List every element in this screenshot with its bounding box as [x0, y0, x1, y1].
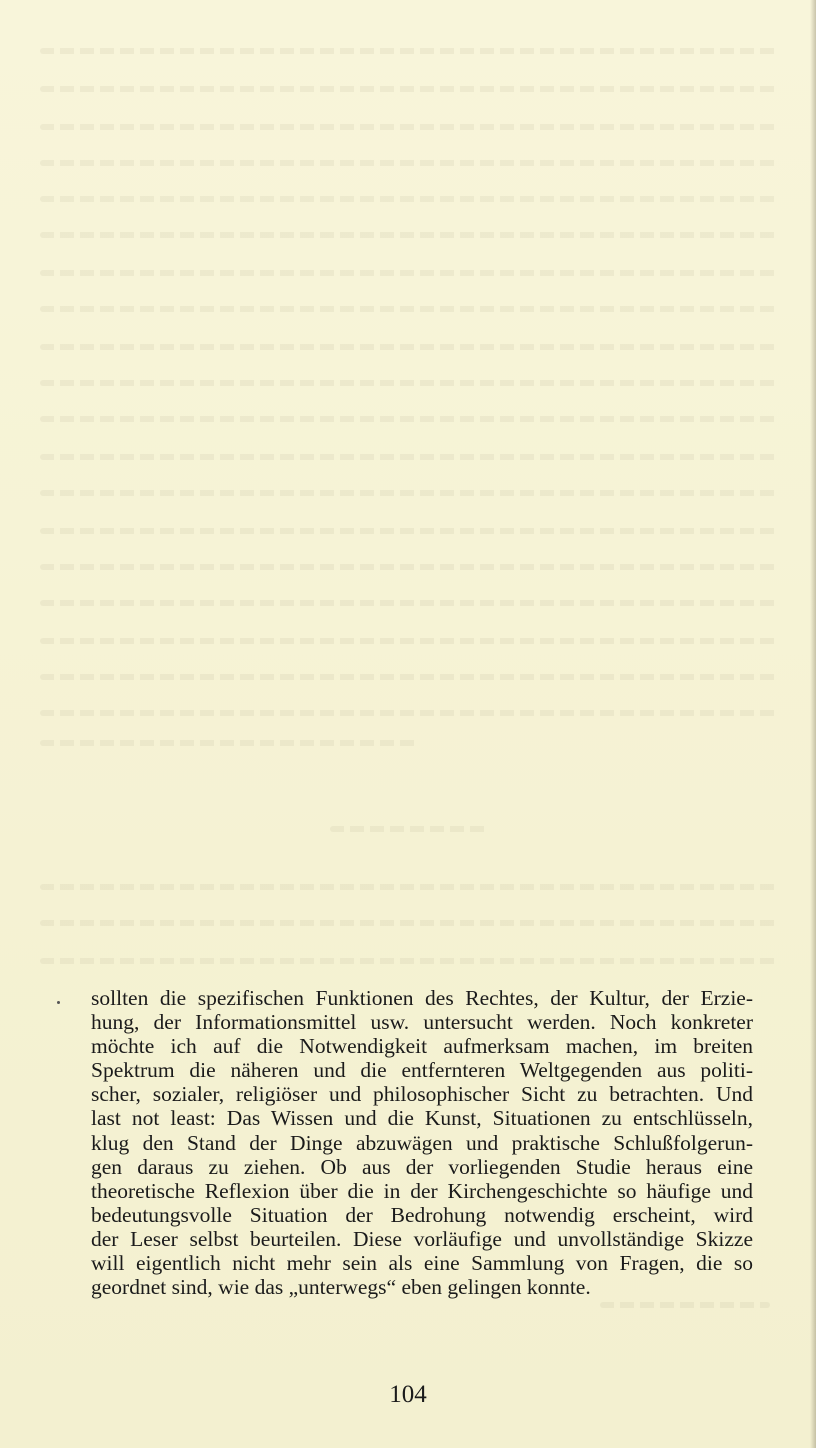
text-line: klug den Stand der Dinge abzuwägen und praktische Schlußfolgerun-: [91, 1130, 753, 1155]
bleed-through-line: [40, 232, 780, 238]
bleed-through-line: [600, 1302, 770, 1308]
bleed-through-line: [40, 48, 780, 54]
bleed-through-line: [40, 638, 780, 644]
bleed-through-line: [40, 454, 780, 460]
bleed-through-line: [40, 564, 780, 570]
text-line: last not least: Das Wissen und die Kunst, Situationen zu entschlüsseln,: [91, 1106, 753, 1131]
bleed-through-line: [40, 270, 780, 276]
text-line: will eigentlich nicht mehr sein als eine Sammlung von Fragen, die so: [91, 1251, 753, 1276]
page-edge-shadow: [810, 0, 816, 1448]
text-line: bedeutungsvolle Situation der Bedrohung notwendig erscheint, wird: [91, 1202, 753, 1227]
bleed-through-line: [40, 196, 780, 202]
bleed-through-line: [40, 740, 420, 746]
margin-mark: [57, 1001, 60, 1004]
bleed-through-line: [40, 600, 780, 606]
body-text: [91, 986, 753, 1299]
paragraph: [91, 986, 753, 1299]
text-line: gen daraus zu ziehen. Ob aus der vorliegenden Studie heraus eine: [91, 1154, 753, 1179]
bleed-through-line: [40, 416, 780, 422]
bleed-through-line: [40, 306, 780, 312]
bleed-through-line: [40, 528, 780, 534]
text-line: möchte ich auf die Notwendigkeit aufmerksam machen, im breiten: [91, 1034, 753, 1059]
text-line: Spektrum die näheren und die entfernteren Weltgegenden aus politi-: [91, 1058, 753, 1083]
text-line: hung, der Informationsmittel usw. untersucht werden. Noch konkreter: [91, 1010, 753, 1035]
bleed-through-line: [330, 826, 490, 832]
bleed-through-line: [40, 884, 780, 890]
text-line: theoretische Reflexion über die in der Kirchengeschichte so häufige und: [91, 1178, 753, 1203]
text-line: scher, sozialer, religiöser und philosophischer Sicht zu betrachten. Und: [91, 1082, 753, 1107]
bleed-through-line: [40, 920, 780, 926]
bleed-through-line: [40, 380, 780, 386]
text-line: der Leser selbst beurteilen. Diese vorläufige und unvollständige Skizze: [91, 1226, 753, 1251]
bleed-through-line: [40, 86, 780, 92]
page-number: 104: [389, 1381, 427, 1408]
text-line: geordnet sind, wie das „unterwegs“ eben gelingen konnte.: [91, 1275, 591, 1300]
bleed-through-line: [40, 344, 780, 350]
bleed-through-line: [40, 958, 780, 964]
bleed-through-line: [40, 674, 780, 680]
bleed-through-line: [40, 160, 780, 166]
bleed-through-line: [40, 124, 780, 130]
bleed-through-line: [40, 490, 780, 496]
bleed-through-line: [40, 710, 780, 716]
text-line: sollten die spezifischen Funktionen des Rechtes, der Kultur, der Erzie-: [91, 986, 753, 1010]
